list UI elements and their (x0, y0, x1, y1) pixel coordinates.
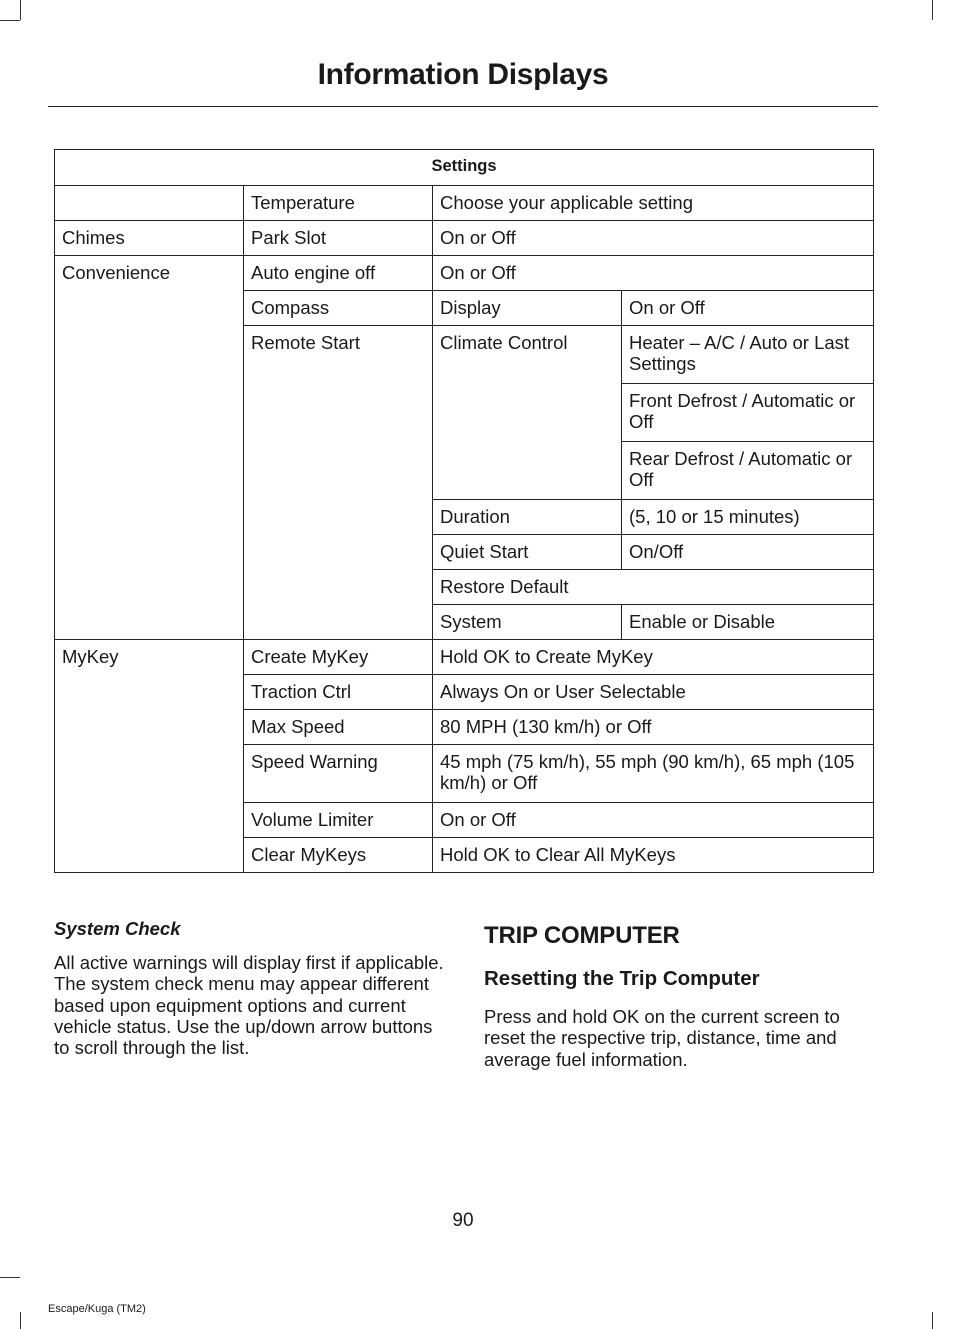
table-row (55, 186, 874, 221)
table-cell: Climate Control (433, 326, 622, 500)
footer-model-label: Escape/Kuga (TM2) (48, 1303, 146, 1315)
table-cell: Max Speed (244, 710, 433, 745)
table-heading: Settings (55, 150, 874, 186)
table-cell: Chimes (55, 221, 244, 256)
table-cell: Convenience (55, 256, 244, 640)
table-row (55, 256, 874, 291)
table-cell: Volume Limiter (244, 803, 433, 838)
crop-mark (932, 0, 933, 20)
system-check-body: All active warnings will display first if applicable. The system check menu may appear different based upon equipment options and current vehicle status. Use the up/down arrow buttons to scroll through the list. (54, 952, 444, 1059)
table-cell: Enable or Disable (622, 605, 874, 640)
table-cell: Quiet Start (433, 535, 622, 570)
title-divider (48, 106, 878, 107)
table-cell: Front Defrost / Automatic or Off (622, 384, 874, 442)
table-cell: Clear MyKeys (244, 838, 433, 873)
table-header-row (55, 150, 874, 186)
resetting-trip-computer-heading: Resetting the Trip Computer (484, 967, 760, 990)
crop-mark (20, 0, 21, 20)
table-cell: Hold OK to Create MyKey (433, 640, 874, 675)
table-cell: Choose your applicable setting (433, 186, 874, 221)
table-cell: Park Slot (244, 221, 433, 256)
table-row (55, 640, 874, 675)
crop-mark (20, 1312, 21, 1329)
table-cell: Duration (433, 500, 622, 535)
table-cell: Create MyKey (244, 640, 433, 675)
table-row (55, 221, 874, 256)
table-cell: 45 mph (75 km/h), 55 mph (90 km/h), 65 mph (105 km/h) or Off (433, 745, 874, 803)
page-number: 90 (452, 1210, 474, 1231)
table-cell: On or Off (433, 803, 874, 838)
crop-mark (0, 1277, 20, 1278)
table-cell: Hold OK to Clear All MyKeys (433, 838, 874, 873)
crop-mark (0, 20, 20, 21)
table-cell: On/Off (622, 535, 874, 570)
settings-table (54, 149, 874, 873)
table-cell: Always On or User Selectable (433, 675, 874, 710)
table-cell (55, 186, 244, 221)
table-cell: System (433, 605, 622, 640)
table-cell: (5, 10 or 15 minutes) (622, 500, 874, 535)
table-cell: On or Off (622, 291, 874, 326)
table-cell: Compass (244, 291, 433, 326)
system-check-heading: System Check (54, 918, 181, 939)
table-cell: 80 MPH (130 km/h) or Off (433, 710, 874, 745)
table-cell: MyKey (55, 640, 244, 873)
table-cell: Restore Default (433, 570, 874, 605)
table-cell: Heater – A/C / Auto or Last Settings (622, 326, 874, 384)
table-cell: Remote Start (244, 326, 433, 640)
table-cell: Auto engine off (244, 256, 433, 291)
table-cell: Temperature (244, 186, 433, 221)
table-cell: Traction Ctrl (244, 675, 433, 710)
trip-computer-body: Press and hold OK on the current screen to reset the respective trip, distance, time and average fuel information. (484, 1006, 840, 1070)
table-cell: On or Off (433, 256, 874, 291)
page-title: Information Displays (317, 58, 609, 91)
table-cell: Rear Defrost / Automatic or Off (622, 442, 874, 500)
trip-computer-heading: TRIP COMPUTER (484, 922, 680, 949)
crop-mark (932, 1312, 933, 1329)
table-cell: On or Off (433, 221, 874, 256)
table-cell: Speed Warning (244, 745, 433, 803)
table-cell: Display (433, 291, 622, 326)
